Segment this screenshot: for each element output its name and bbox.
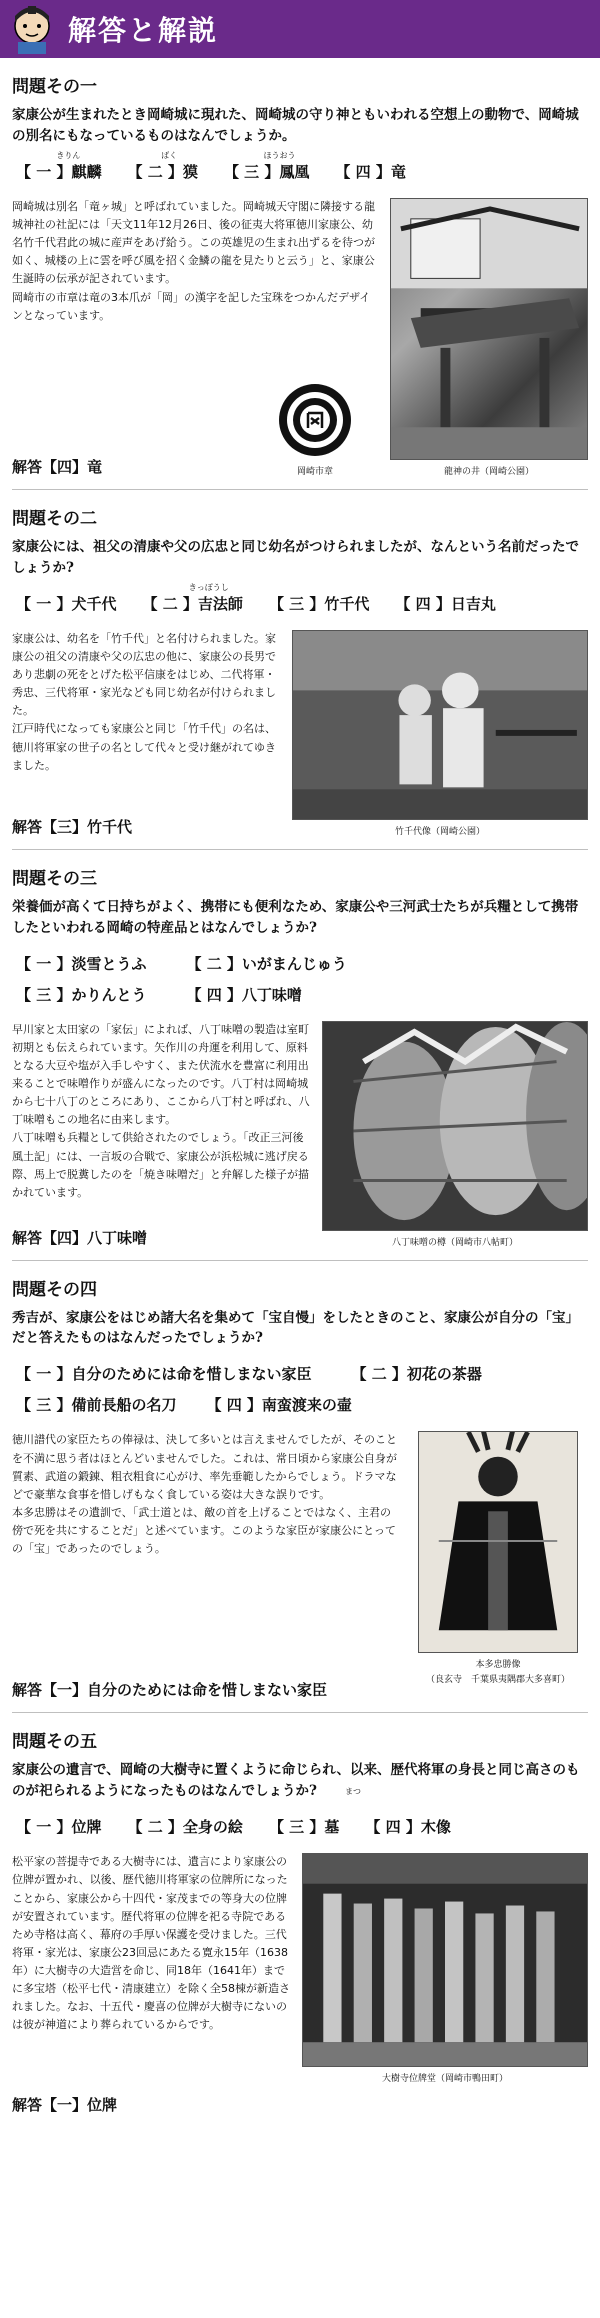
question-heading: 問題その四: [12, 1279, 97, 1300]
choices: [16, 1816, 584, 1837]
page-header: [0, 0, 600, 58]
explanation: 早川家と太田家の「家伝」によれば、八丁味噌の製造は室町初期とも伝えられています。矢作川の舟運を利用して、原料となる大豆や塩が入手しやすく、また伏流水を豊富に利用出来ることで味噌作りが盛んになったのです。八丁村は岡崎城から七十八丁のところにあり、ここから八丁村と呼ばれ、八丁味噌もこの地名に由来します。 八丁味噌も兵糧として供給されたのでしょう。「改正三河後風土記」には、一言坂の合戦で、家康公が浜松城に逃げ戻る際、馬上で脱糞したのを「焼き味噌だ」と弁解した様子が描かれています。: [12, 1022, 310, 1199]
choice-1: 【 一 】自分のためには命を惜しまない家臣: [16, 1365, 312, 1384]
photo-ryujin-well: [390, 198, 588, 460]
choice-3: 【 三 】竹千代: [268, 594, 370, 613]
photo-daijuji-ihai-hall: [302, 1853, 588, 2067]
choice-1: 【 一 】犬千代: [16, 594, 117, 613]
answer: 解答【三】竹千代: [12, 817, 133, 836]
choices: [16, 582, 584, 614]
choice-3: 【 三 】備前長船の名刀: [16, 1396, 177, 1415]
choice-3: 【 三 】鳳凰 ほうおう: [223, 150, 310, 181]
choice-3: 【 三 】墓: [268, 1818, 340, 1837]
choices: [16, 1363, 584, 1415]
question-3: [12, 850, 588, 1261]
choice-2: 【 二 】全身の絵: [127, 1818, 243, 1837]
answer: 解答【一】位牌: [12, 2096, 118, 2115]
question-heading: 問題その二: [12, 508, 97, 529]
choice-3: 【 三 】かりんとう: [16, 985, 147, 1004]
choice-4: 【 四 】日吉丸: [395, 594, 496, 613]
question-1: [12, 58, 588, 490]
ruby-note: まつ: [345, 1787, 361, 1797]
question-text: 栄養価が高くて日持ちがよく、携帯にも便利なため、家康公や三河武士たちが兵糧として携帯したといわれる岡崎の特産品とはなんでしょうか?: [12, 898, 579, 936]
question-2: [12, 490, 588, 850]
okazaki-city-emblem-icon: [275, 380, 355, 460]
question-text: 家康公が生まれたとき岡崎城に現れた、岡崎城の守り神ともいわれる空想上の動物で、岡崎城の別名にもなっているものはなんでしょうか。: [12, 107, 579, 144]
explanation: 松平家の菩提寺である大樹寺には、遺言により家康公の位牌が置かれ、以後、歴代徳川将軍家の位牌所になったことから、家康公から十四代・家茂までの等身大の位牌が安置されています。歴代将軍の位牌を祀る寺院であるため寺格は高く、幕府の手厚い保護を受けました。三代将軍・家光は、家康公23回忌にあたる寛永15年（1638年）に大樹寺の大造営を命じ、同18年（1641年）までに多宝塔（松平七代・清康建立）を除く全58棟が新造されました。なお、十五代・慶喜の位牌が大樹寺にないのは彼が神道により葬られているからです。: [12, 1855, 290, 2032]
page-title: 解答と解説: [68, 14, 219, 47]
emblem-caption: 岡崎市章: [296, 466, 333, 477]
answer: 解答【一】自分のためには命を惜しまない家臣: [12, 1681, 328, 1700]
question-text: 秀吉が、家康公をはじめ諸大名を集めて「宝自慢」をしたときのこと、家康公が自分の「宝」だと答えたものはなんだったでしょうか?: [12, 1309, 579, 1347]
photo-miso-barrels: [322, 1021, 588, 1231]
answer: 解答【四】八丁味噌: [12, 1228, 148, 1247]
photo-caption: 竹千代像（岡崎公園）: [394, 826, 485, 837]
question-heading: 問題その五: [12, 1732, 97, 1753]
photo-caption-location: （良玄寺 千葉県夷隅郡大多喜町）: [425, 1675, 570, 1686]
question-heading: 問題その三: [12, 868, 97, 889]
photo-caption: 八丁味噌の樽（岡崎市八帖町）: [391, 1237, 518, 1248]
answer: 解答【四】竜: [12, 457, 103, 476]
choice-2: 【 二 】初花の茶器: [351, 1365, 482, 1384]
choice-1: 【 一 】淡雪とうふ: [16, 954, 147, 973]
choice-2: 【 二 】いがまんじゅう: [186, 954, 347, 973]
choice-4: 【 四 】竜: [335, 162, 406, 181]
question-5: [12, 1713, 588, 2127]
question-text: 家康公には、祖父の清康や父の広忠と同じ幼名がつけられましたが、なんという名前だったでしょうか?: [12, 538, 579, 576]
photo-takechiyo-statue: [292, 630, 588, 820]
choices: [16, 953, 584, 1005]
photo-caption: 大樹寺位牌堂（岡崎市鴨田町）: [381, 2074, 508, 2085]
choice-2: 【 二 】獏 ばく: [127, 150, 198, 181]
choice-4: 【 四 】南蛮渡来の壷: [206, 1396, 352, 1415]
photo-caption: 本多忠勝像: [475, 1660, 521, 1671]
choice-1: 【 一 】位牌: [16, 1818, 102, 1837]
question-text: 家康公の遺言で、岡崎の大樹寺に置くように命じられ、以来、歴代将軍の身長と同じ高さのものが祀られるようになったものはなんでしょうか?: [12, 1762, 580, 1800]
samurai-mascot-icon: [10, 4, 54, 54]
explanation: 岡崎城は別名「竜ヶ城」と呼ばれていました。岡崎城天守閣に隣接する龍城神社の社記には「天文11年12月26日、後の征夷大将軍徳川家康公、幼名竹千代君此の城に産声をあげ給う。この英雄児の生まれ出ずるを待つが如く、城楼の上に雲を呼び風を招く金鱗の龍を見たりと云う」と、家康公生誕時の伝承が記されています。 岡崎市の市章は竜の3本爪が「岡」の漢字を記した宝珠をつかんだデザインとなっています。: [12, 199, 375, 322]
choice-1: 【 一 】麒麟 きりん: [16, 150, 102, 181]
explanation: 家康公は、幼名を「竹千代」と名付けられました。家康公の祖父の清康や父の広忠の他に、家康公の長男であり悲劇の死をとげた松平信康をはじめ、二代将軍・秀忠、三代将軍・家光なども同じ幼名が付けられました。 江戸時代になっても家康公と同じ「竹千代」の名は、徳川将軍家の世子の名として代々と受け継がれてゆきました。: [12, 631, 276, 772]
choice-4: 【 四 】木像: [365, 1818, 451, 1837]
choice-4: 【 四 】八丁味噌: [186, 985, 302, 1004]
question-4: [12, 1261, 588, 1714]
photo-honda-tadakatsu-portrait: [418, 1431, 578, 1653]
choices: [16, 150, 584, 182]
explanation: 徳川譜代の家臣たちの俸禄は、決して多いとは言えませんでしたが、そのことを不満に思う者はほとんどいませんでした。これは、常日頃から家康公自身が質素、武道の鍛錬、粗衣粗食に心がけ、率先垂範したからでしょう。ドラマなどで豪華な食事を惜しげもなく食している姿は大きな誤りです。 本多忠勝はその遺訓で、「武士道とは、敵の首を上げることではなく、主君の傍で死を共にすることだ」と述べています。このような家臣が家康公にとっての「宝」であったのでしょう。: [12, 1433, 397, 1556]
photo-caption: 龍神の井（岡崎公園）: [443, 466, 534, 477]
choice-2: 【 二 】吉法師 きっぽうし: [142, 582, 243, 613]
question-heading: 問題その一: [12, 77, 97, 97]
